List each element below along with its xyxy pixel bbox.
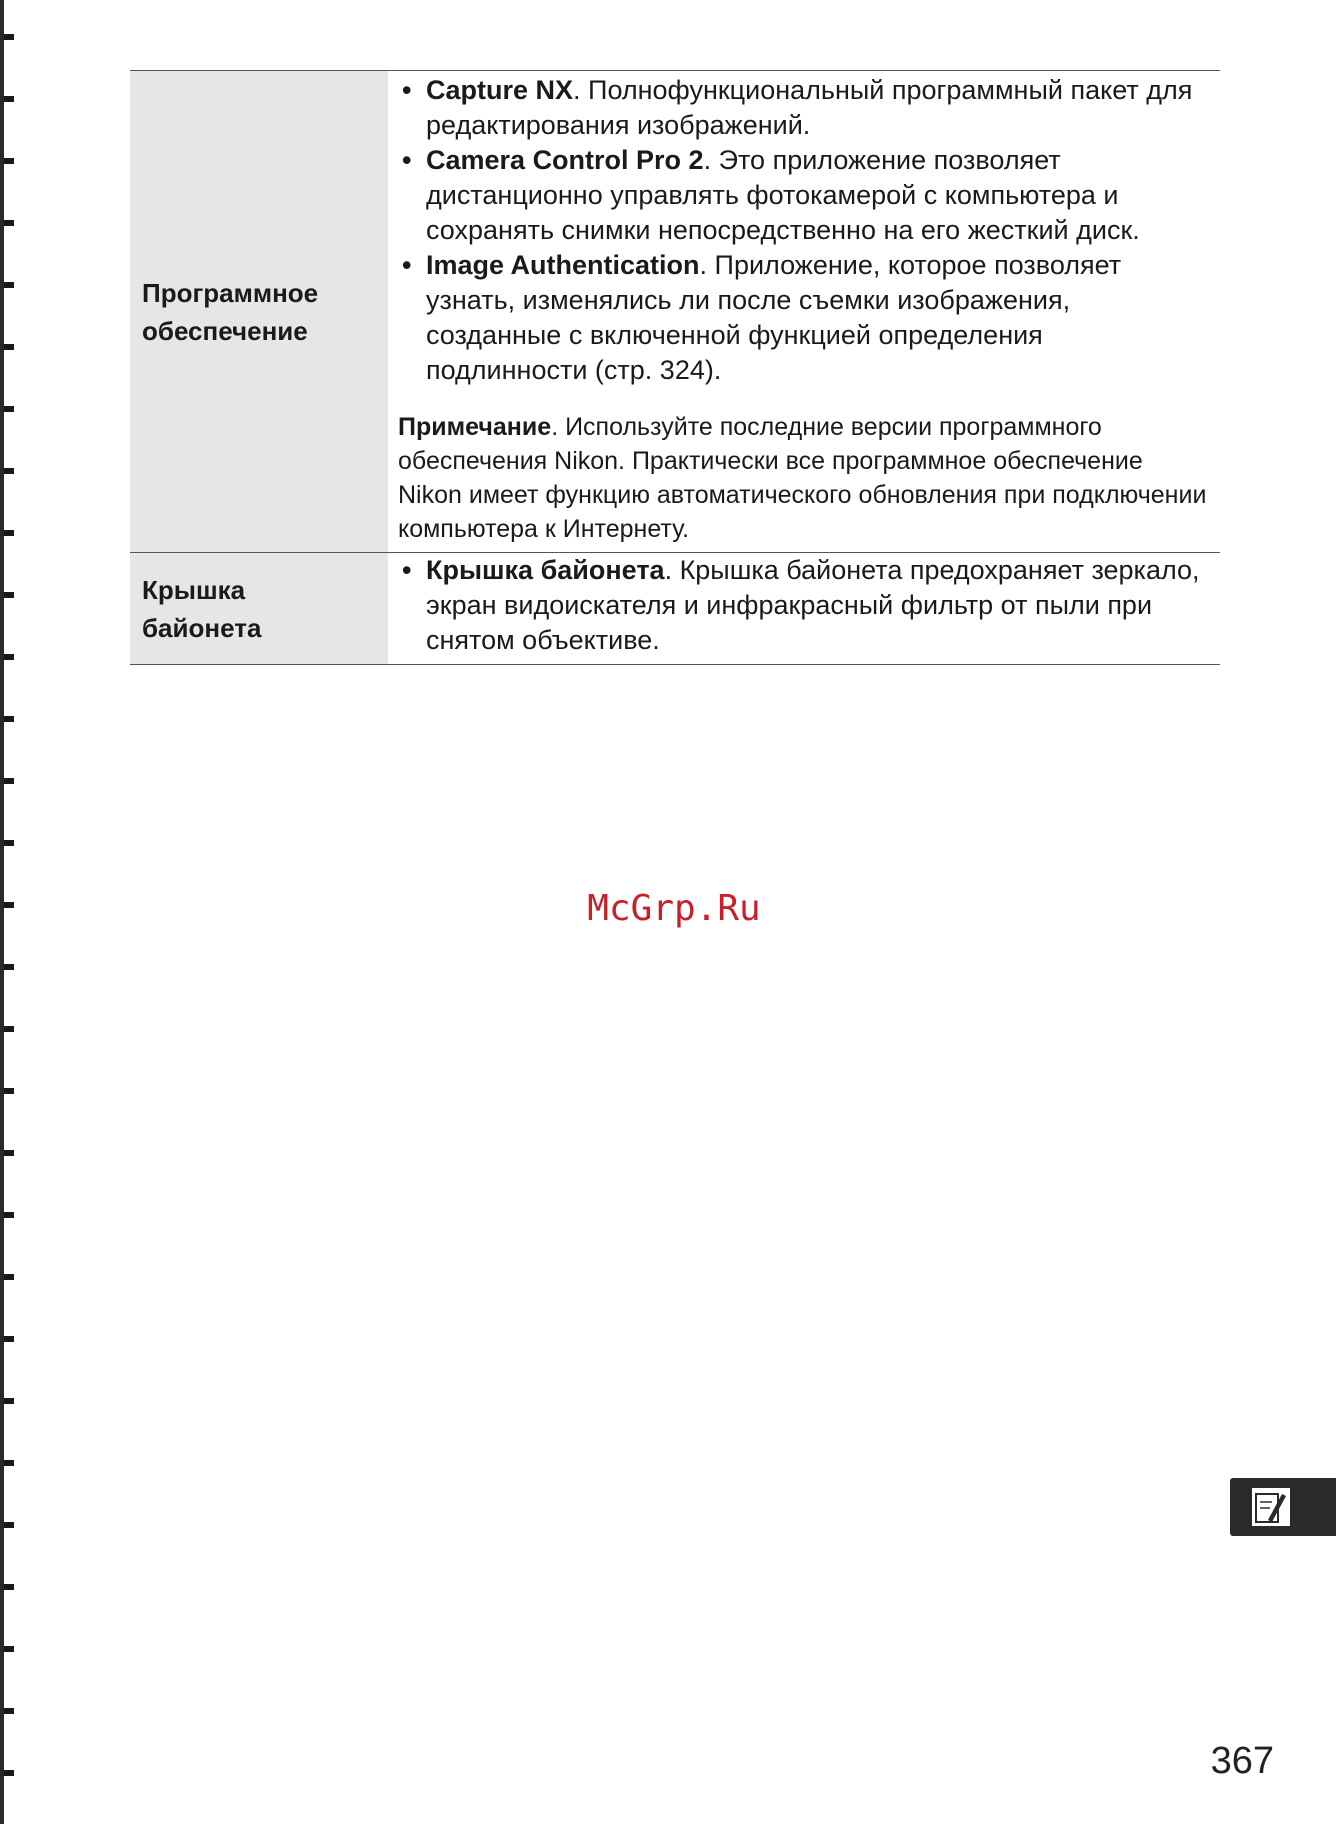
list-item: • Capture NX. Полнофункциональный программный пакет для редактирования изображений. [398, 73, 1210, 143]
row-content-body-cap [388, 553, 1220, 664]
software-bullet-list [398, 73, 1210, 388]
table-row-software [130, 71, 1220, 553]
pencil-notes-icon [1252, 1488, 1290, 1526]
page-number: 367 [1210, 1740, 1274, 1782]
row-label-body-cap [130, 553, 388, 664]
list-item: • Camera Control Pro 2. Это приложение позволяет дистанционно управлять фотокамерой с компьютера и сохранять снимки непосредственно на его жесткий диск. [398, 143, 1210, 248]
watermark: McGrp.Ru [587, 888, 761, 929]
table-row-body-cap [130, 553, 1220, 665]
software-note: Примечание. Используйте последние версии программного обеспечения Nikon. Практически все программное обеспечение Nikon имеет функцию автоматического обновления при подключении компьютера к Интернету. [398, 413, 1207, 543]
body-cap-bullet-list [398, 553, 1210, 658]
list-item: • Image Authentication. Приложение, которое позволяет узнать, изменялись ли после съемки изображения, созданные с включенной функцией определения подлинности (стр. 324). [398, 248, 1210, 388]
list-item: • Крышка байонета. Крышка байонета предохраняет зеркало, экран видоискателя и инфракрасный фильтр от пыли при снятом объективе. [398, 553, 1210, 658]
row-label-text: Крышка байонета [142, 574, 262, 643]
row-label-software [130, 71, 388, 552]
spec-table [130, 70, 1220, 665]
row-label-text: Программное обеспечение [142, 277, 319, 346]
section-tab [1230, 1478, 1336, 1536]
row-content-software [388, 71, 1220, 552]
